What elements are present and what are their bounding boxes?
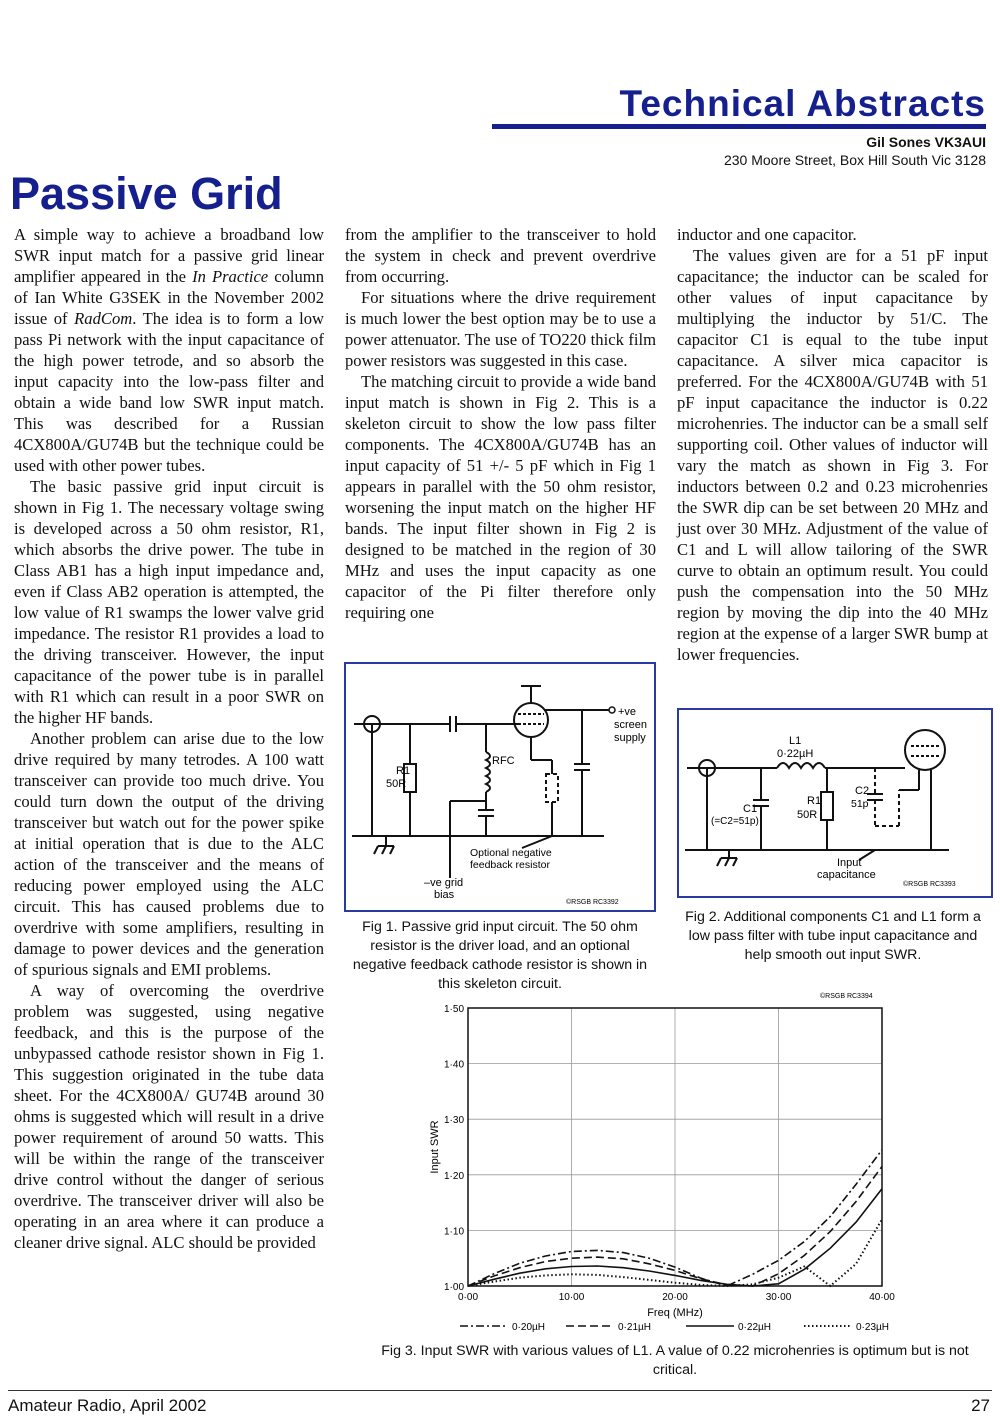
tube-symbol (905, 730, 945, 770)
y-tick-label: 1·20 (443, 1170, 464, 1182)
feedback-label: Optional negative (470, 847, 552, 859)
screen-supply-label: supply (614, 732, 646, 744)
legend-label: 0·23µH (856, 1322, 889, 1333)
screen-supply-label: screen (614, 719, 648, 731)
rfc-choke-symbol (486, 752, 490, 792)
figure-2-caption: Fig 2. Additional components C1 and L1 form a low pass filter with tube input capacitance and help smooth out input SWR. (685, 909, 981, 963)
figure-2-copyright: ©RSGB RC3393 (903, 881, 956, 888)
x-tick-label: 40·00 (869, 1292, 895, 1303)
page-number: 27 (971, 1396, 990, 1415)
text-run: A simple way to achieve a broadband low SWR input match for a passive grid linear amplifier appeared in the (14, 225, 324, 286)
paragraph: The basic passive grid input circuit is shown in Fig 1. The necessary voltage swing is developed across a 50 ohm resistor, R1, which absorbs the drive power. The tube in Class AB1 has a high input impedance and, even if Class AB2 operation is attempted, the low value of R1 swamps the lower valve grid impedance. The resistor R1 provides a load to the driving transceiver. However, the input capacitance of the power tube is in parallel with R1 which can result in a poor SWR on the higher HF bands. (14, 477, 324, 727)
swr-chart-svg (420, 993, 895, 1345)
r1-label: R1 (807, 795, 822, 807)
legend-label: 0·21µH (618, 1322, 651, 1333)
text-column-1 (14, 224, 324, 1253)
figure-2-box (677, 708, 993, 898)
figure-1-box (344, 662, 656, 912)
r1-value-label: 50R (386, 778, 407, 790)
feedback-label: feedback resistor (470, 859, 550, 871)
x-axis-label: Freq (MHz) (647, 1307, 703, 1319)
figure-1-schematic (346, 664, 654, 910)
section-title: Technical Abstracts (619, 83, 986, 124)
figure-3-caption: Fig 3. Input SWR with various values of L1. A value of 0.22 microhenries is optimum but is not critical. (381, 1343, 969, 1378)
paragraph: inductor and one capacitor. (677, 225, 857, 244)
grid-bias-label: bias (434, 889, 455, 901)
r1-value-label: 50R (797, 809, 818, 821)
figure-1-caption: Fig 1. Passive grid input circuit. The 50 ohm resistor is the driver load, and an optional negative feedback cathode resistor is shown in this skeleton circuit. (352, 919, 648, 992)
c1-value-label: (=C2=51p) (711, 816, 759, 827)
paragraph: The matching circuit to provide a wide band input match is shown in Fig 2. This is a skeleton circuit to show the low pass filter components. The 4CX800A/GU74B has an input capacity of 51 +/- 5 pF which in Fig 1 appears in parallel with the 50 ohm resistor, worsening the input match on the higher HF bands. The input filter shown in Fig 2 is designed to be matched in the region of 30 MHz and uses the input capacity as one capacitor of the Pi filter therefore only requiring one (345, 372, 656, 622)
text-run: . The idea is to form a low pass Pi network with the input capacitance of the high power tetrode, and so absorb the input capacity into the low-pass filter and obtain a wide band low SWR input match. This was described for a Russian 4CX800A/GU74B but the technique could be used with other power tubes. (14, 309, 324, 475)
y-tick-label: 1·10 (443, 1226, 464, 1238)
text-run: column of Ian White G3SEK in the November 2002 issue of (14, 267, 325, 328)
text-column-3 (677, 224, 988, 665)
paragraph: The values given are for a 51 pF input capacitance; the inductor can be scaled for other values of input capacitance by multiplying the inductor by 51/C. The capacitor C1 is equal to the tube input capacitance. A silver mica capacitor is preferred. For the 4CX800A/GU74B with 51 pF input capacitance the inductor is 0.22 microhenries. The inductor can be a small self supporting coil. Other values of inductor will vary the match as shown in Fig 3. For inductors between 0.2 and 0.23 microhenries the SWR dip can be set between 20 MHz and just over 30 MHz. Adjustment of the value of C1 and L will allow tailoring of the SWR curve to obtain an optimum result. You could push the compensation into the 50 MHz region by moving the dip into the 40 MHz region at the expense of a larger SWR bump at lower frequencies. (677, 246, 988, 664)
input-capacitance-label: capacitance (817, 869, 876, 881)
l1-inductor-symbol (777, 763, 825, 768)
article-title: Passive Grid (10, 168, 283, 219)
paragraph (14, 224, 324, 476)
text-column-2 (345, 224, 656, 623)
legend-label: 0·22µH (738, 1322, 771, 1333)
y-tick-label: 1·30 (443, 1115, 464, 1127)
figure-3-copyright: ©RSGB RC3394 (820, 993, 873, 1000)
section-title-rule (492, 124, 986, 129)
figure-1-copyright: ©RSGB RC3392 (566, 899, 619, 906)
c1-label: C1 (743, 803, 758, 815)
figure-2-schematic (679, 710, 991, 896)
paragraph: For situations where the drive requirement is much lower the best option may be to use a power attenuator. The use of TO220 thick film power resistors was suggested in this case. (345, 288, 656, 370)
paragraph: Another problem can arise due to the low drive required by many tetrodes. A 100 watt transceiver can provide too much drive. You could turn down the output of the driving transceiver but watch out for the power spike at initial operation that is due to the ALC action of the transceiver and the means of reducing power employed using the ALC circuit. This has caused problems due to overdrive with some amplifiers, resulting in damage to power devices and the generation of spurious signals and EMI problems. (14, 729, 324, 979)
footer-publication: Amateur Radio, April 2002 (8, 1396, 207, 1415)
x-tick-label: 0·00 (457, 1292, 479, 1303)
author-address: 230 Moore Street, Box Hill South Vic 3128 (723, 152, 986, 168)
italic-title: In Practice (192, 267, 269, 286)
l1-value-label: 0·22µH (777, 748, 814, 760)
y-tick-label: 1·00 (443, 1282, 464, 1293)
r1-resistor-symbol (821, 792, 833, 820)
grid-bias-label: –ve grid (424, 877, 464, 889)
feedback-resistor-symbol (546, 774, 558, 802)
r1-label: R1 (396, 765, 411, 777)
screen-supply-label: +ve (618, 706, 637, 718)
input-capacitance-label: Input (837, 857, 862, 869)
rfc-label: RFC (492, 755, 515, 767)
footer-rule (8, 1390, 992, 1391)
y-axis-label: Input SWR (429, 1120, 441, 1174)
c2-label: C2 (855, 785, 870, 797)
y-tick-label: 1·40 (443, 1059, 464, 1071)
x-tick-label: 10·00 (558, 1292, 585, 1303)
l1-label: L1 (789, 735, 802, 747)
x-tick-label: 20·00 (662, 1292, 688, 1303)
c2-value-label: 51p (851, 798, 869, 810)
italic-title: RadCom (74, 309, 133, 328)
legend-label: 0·20µH (512, 1322, 545, 1333)
author-name: Gil Sones VK3AUI (866, 134, 986, 150)
x-tick-label: 30·00 (765, 1292, 792, 1303)
paragraph: from the amplifier to the transceiver to hold the system in check and prevent overdrive from occurring. (345, 225, 656, 286)
paragraph: A way of overcoming the overdrive problem was suggested, using negative feedback, and this is the purpose of the unbypassed cathode resistor shown in Fig 1. This suggestion originated in the tube data sheet. For the 4CX800A/ GU74B around 30 ohms is suggested which will result in a drive power requirement of around 50 watts. This will be within the range of the transceiver drive control without the danger of serious overdrive. The transceiver driver will also be operating in an area where it can produce a cleaner drive signal. ALC should be provided (14, 981, 324, 1252)
y-tick-label: 1·50 (443, 1004, 464, 1015)
tube-symbol (514, 703, 548, 737)
figure-3-chart (420, 993, 895, 1345)
